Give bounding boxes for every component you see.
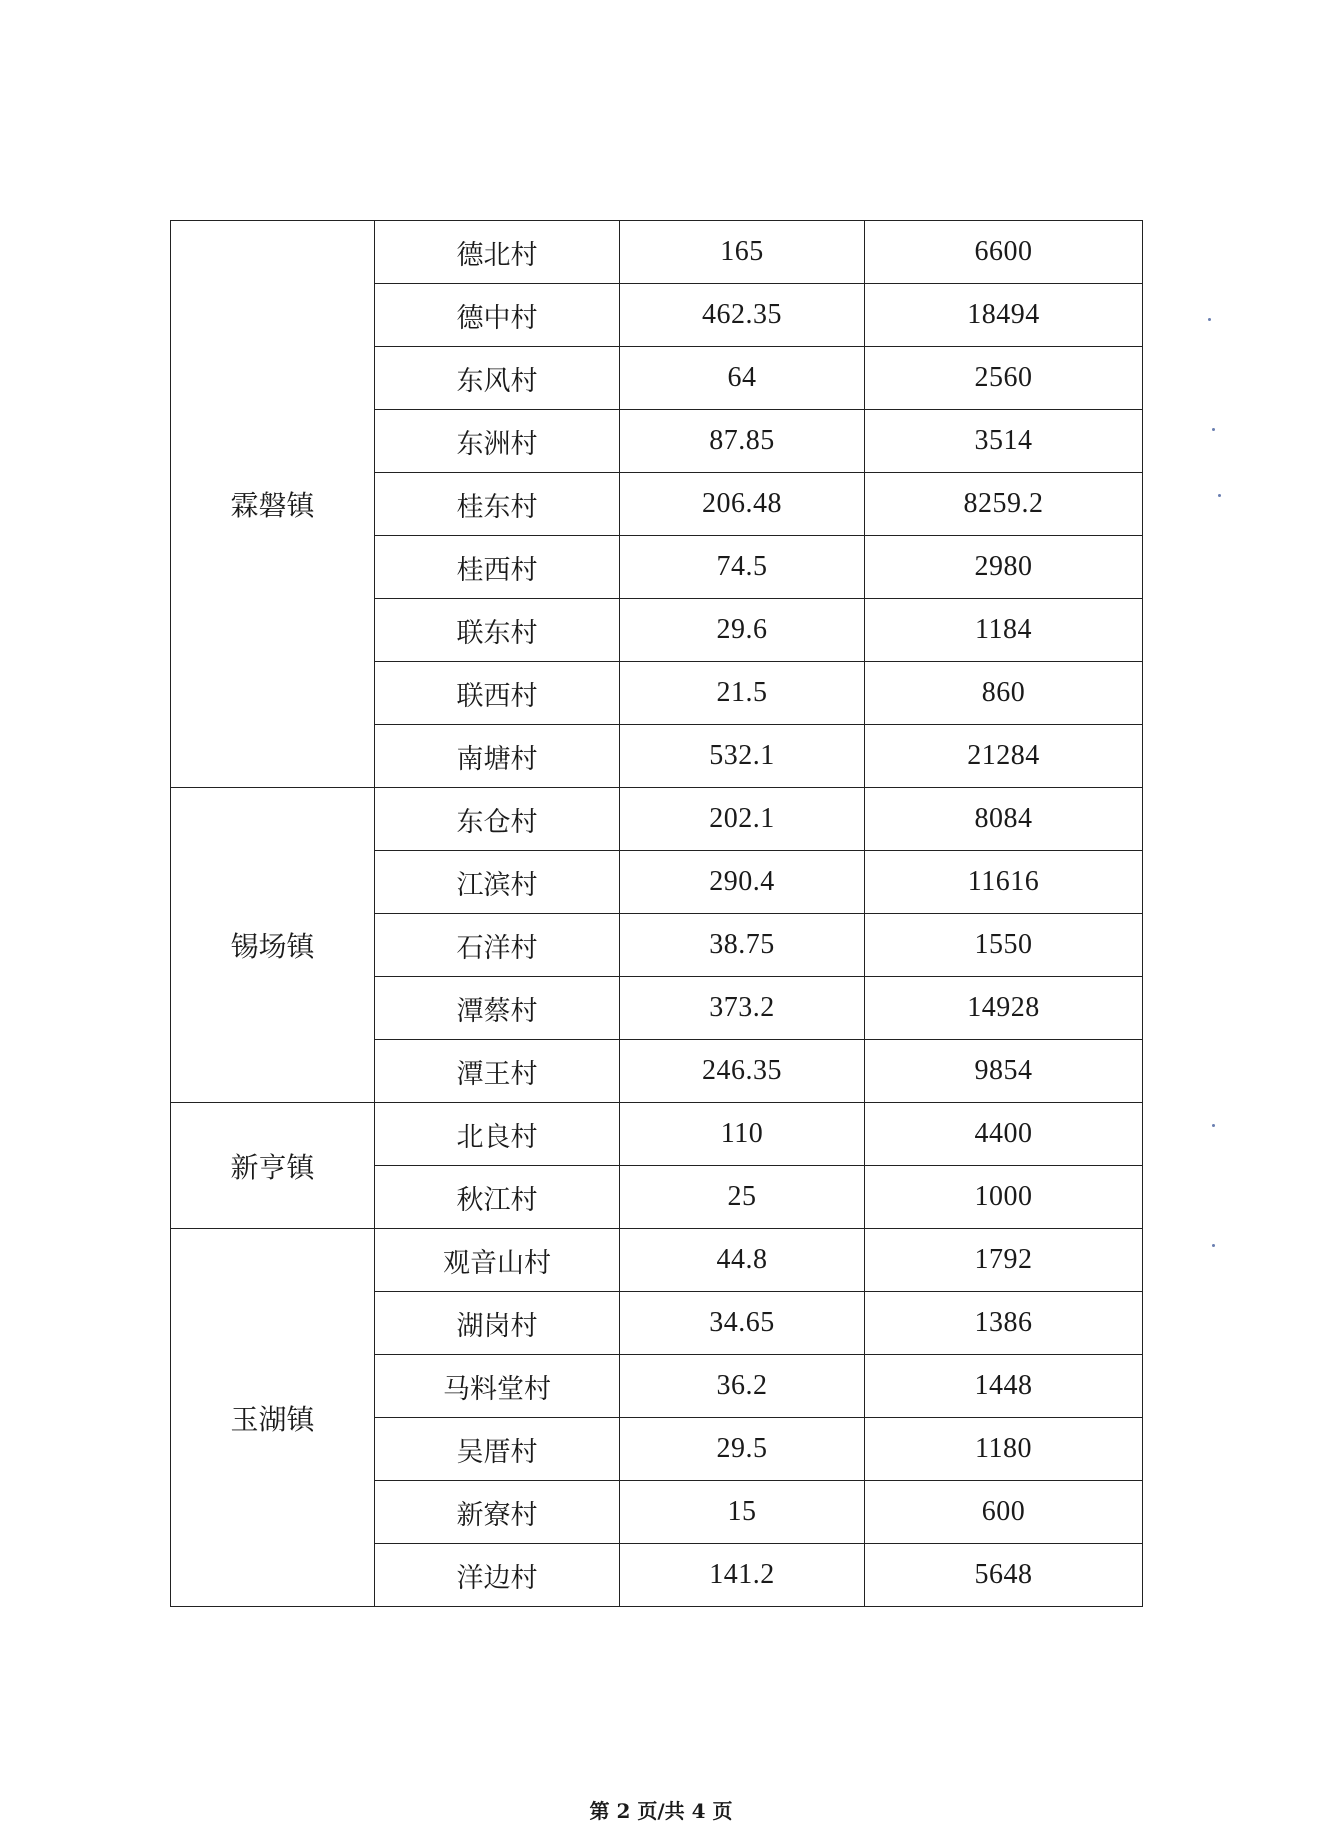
village-data-table — [170, 220, 1143, 1607]
area-value-cell: 141.2 — [620, 1544, 865, 1607]
village-name-cell: 马料堂村 — [375, 1355, 620, 1418]
area-value-cell: 206.48 — [620, 473, 865, 536]
table-body — [171, 221, 1143, 1607]
area-value-cell: 165 — [620, 221, 865, 284]
area-value-cell: 25 — [620, 1166, 865, 1229]
area-value-cell: 246.35 — [620, 1040, 865, 1103]
town-name-cell: 锡场镇 — [171, 788, 375, 1103]
village-name-cell: 吴厝村 — [375, 1418, 620, 1481]
village-name-cell: 湖岗村 — [375, 1292, 620, 1355]
scan-speck — [1212, 1244, 1215, 1247]
village-name-cell: 北良村 — [375, 1103, 620, 1166]
town-name-cell: 玉湖镇 — [171, 1229, 375, 1607]
amount-value-cell: 1448 — [865, 1355, 1143, 1418]
area-value-cell: 202.1 — [620, 788, 865, 851]
amount-value-cell: 3514 — [865, 410, 1143, 473]
village-name-cell: 洋边村 — [375, 1544, 620, 1607]
scan-speck — [1212, 428, 1215, 431]
village-name-cell: 东洲村 — [375, 410, 620, 473]
village-name-cell: 桂西村 — [375, 536, 620, 599]
area-value-cell: 15 — [620, 1481, 865, 1544]
amount-value-cell: 1184 — [865, 599, 1143, 662]
village-name-cell: 东风村 — [375, 347, 620, 410]
scan-speck — [1218, 494, 1221, 497]
area-value-cell: 532.1 — [620, 725, 865, 788]
area-value-cell: 110 — [620, 1103, 865, 1166]
area-value-cell: 34.65 — [620, 1292, 865, 1355]
scan-speck — [1208, 318, 1211, 321]
town-name-cell: 霖磐镇 — [171, 221, 375, 788]
village-name-cell: 桂东村 — [375, 473, 620, 536]
data-table-container — [170, 220, 1142, 1607]
village-name-cell: 秋江村 — [375, 1166, 620, 1229]
amount-value-cell: 4400 — [865, 1103, 1143, 1166]
table-row — [171, 1229, 1143, 1292]
village-name-cell: 新寮村 — [375, 1481, 620, 1544]
amount-value-cell: 1386 — [865, 1292, 1143, 1355]
amount-value-cell: 1550 — [865, 914, 1143, 977]
amount-value-cell: 11616 — [865, 851, 1143, 914]
amount-value-cell: 2560 — [865, 347, 1143, 410]
amount-value-cell: 9854 — [865, 1040, 1143, 1103]
amount-value-cell: 6600 — [865, 221, 1143, 284]
amount-value-cell: 600 — [865, 1481, 1143, 1544]
amount-value-cell: 1180 — [865, 1418, 1143, 1481]
page-number: 第 2 页/共 4 页 — [589, 1799, 733, 1823]
village-name-cell: 德北村 — [375, 221, 620, 284]
area-value-cell: 36.2 — [620, 1355, 865, 1418]
amount-value-cell: 1000 — [865, 1166, 1143, 1229]
table-row — [171, 1103, 1143, 1166]
amount-value-cell: 8084 — [865, 788, 1143, 851]
village-name-cell: 观音山村 — [375, 1229, 620, 1292]
area-value-cell: 29.5 — [620, 1418, 865, 1481]
amount-value-cell: 1792 — [865, 1229, 1143, 1292]
area-value-cell: 21.5 — [620, 662, 865, 725]
village-name-cell: 德中村 — [375, 284, 620, 347]
amount-value-cell: 8259.2 — [865, 473, 1143, 536]
village-name-cell: 潭王村 — [375, 1040, 620, 1103]
area-value-cell: 373.2 — [620, 977, 865, 1040]
amount-value-cell: 21284 — [865, 725, 1143, 788]
village-name-cell: 潭蔡村 — [375, 977, 620, 1040]
village-name-cell: 东仓村 — [375, 788, 620, 851]
amount-value-cell: 5648 — [865, 1544, 1143, 1607]
area-value-cell: 462.35 — [620, 284, 865, 347]
village-name-cell: 南塘村 — [375, 725, 620, 788]
area-value-cell: 87.85 — [620, 410, 865, 473]
amount-value-cell: 860 — [865, 662, 1143, 725]
area-value-cell: 38.75 — [620, 914, 865, 977]
area-value-cell: 64 — [620, 347, 865, 410]
area-value-cell: 74.5 — [620, 536, 865, 599]
area-value-cell: 290.4 — [620, 851, 865, 914]
area-value-cell: 44.8 — [620, 1229, 865, 1292]
area-value-cell: 29.6 — [620, 599, 865, 662]
table-row — [171, 221, 1143, 284]
table-row — [171, 788, 1143, 851]
village-name-cell: 联东村 — [375, 599, 620, 662]
amount-value-cell: 18494 — [865, 284, 1143, 347]
village-name-cell: 江滨村 — [375, 851, 620, 914]
village-name-cell: 联西村 — [375, 662, 620, 725]
amount-value-cell: 2980 — [865, 536, 1143, 599]
amount-value-cell: 14928 — [865, 977, 1143, 1040]
town-name-cell: 新亨镇 — [171, 1103, 375, 1229]
scan-speck — [1212, 1124, 1215, 1127]
village-name-cell: 石洋村 — [375, 914, 620, 977]
